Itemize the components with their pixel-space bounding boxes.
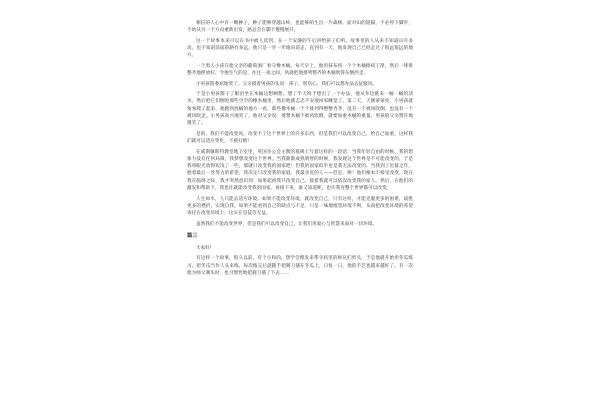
- paragraph-4: 小男孩很委屈地哭了。父亲摸着男孩的头说：孩子，别伤心，我们可以想办法去征服风。: [196, 81, 378, 87]
- section-heading: 篇三: [187, 232, 198, 239]
- paragraph-6: 是的，我们不能改变风，改变不了这个世界上的许多东西，但是我们可以改变自己，给自己加重，这样我们就可以适应变化，不被打败！: [187, 131, 413, 145]
- paragraph-5: 于是小男孩擦干了眼泪坐在木桶边想啊想。想了半天终于想出了一个办法，他从井边挑来一桶一桶的清水，然后把它们倒进那些空空的橡木桶里，然后他就忐忑不安地回家睡觉了。第二天，天刚蒙蒙亮，小男孩就匆匆爬了起来，他跑到放桶的地方一看，那些橡木桶一个个排列得整整齐齐，没有一个被风吹倒，也没有一个被风吹歪。小男孩高兴地笑了，他对父亲说：要想木桶不被风吹倒，就要加重木桶的重量。男孩的父亲赞许地微笑了。: [187, 92, 413, 127]
- document-page: [187, 20, 413, 400]
- paragraph-2: 这一个故事本来可以在书中被人读到，在一个安静的午后讲给孩子们听。故事里的人从来不知道山有多高，也不知道前面的路有多远，他只是一步一步地向前走，直到有一天，他发现自己已经走过了很远很远的地方。: [187, 38, 413, 59]
- story-paragraph: 有这样一个故事，很久以前，有个小和尚，想学会理发来帮寺庙里的师兄们剪头，于是他就开始用冬瓜练习，把冬瓜当作人头来练，每次练完后就随手把剃刀插在冬瓜上，日复一日，他的手艺也越来越好了。有一次他为师父剃头时，也习惯性地把剃刀插了下去……: [187, 256, 413, 276]
- paragraph-9: 虽然我们不能改变世界，但是我们可以改变自己，让我们用爱心与智慧来面对一切环境。: [196, 221, 378, 227]
- paragraph-3: 一个黑人小孩在他父亲的葡萄酒厂看守橡木桶。每天早上，他用抹布将一个个木桶擦拭干净，然后一排排整齐地摆放好。令他生气的是，往往一夜之间，风就把他排列整齐的木桶吹得东倒西歪。: [187, 63, 413, 77]
- greeting-paragraph: 大家好!: [196, 245, 212, 251]
- paragraph-1: 相信的人心中有一颗种子，种子能够穿越山岭，也能够萌生出一片森林。面对山的阻隔，不必停下脚步，不妨从另一个方向重新出发，路总会在脚下慢慢展开。: [187, 21, 413, 34]
- paragraph-7: 在威斯敏斯特教堂地下室里，英国圣公会主教的墓碑上写着这样的一段话：当我年轻自由的时候，我的想象力没有任何局限，我梦想改变这个世界。当我渐渐成熟明智的时候，我发现这个世界是不可能改变的，于是我将眼光放得短浅了一些，那就只改变我的国家吧！但我的国家似乎也是我无法改变的。当我到了迟暮之年，抱着最后一丝努力的希望，我决定只改变我的家庭、我最亲近的人——但是，唉！他们根本不接受改变。现在我在临终之际，我才突然意识到：如果起初我只改变自己，接着我就可以依次改变我的家人。然后，在他们的激发和帮助下，我也许就能改变我的国家。再接下来，谁又知道呢，也许我连整个世界都可以改变。: [187, 149, 413, 192]
- paragraph-8: 人生如水，人只能去适应环境。如果不能改变环境，就改变自己，只有这样，才能克服更多的困难，战胜更多的挫折，实现自我。如果不能看到自己的缺点与不足，只是一味地埋怨环境不利，从而把改变环境的希望寄托在改变环境上，这实在是徒劳无益。: [187, 196, 413, 217]
